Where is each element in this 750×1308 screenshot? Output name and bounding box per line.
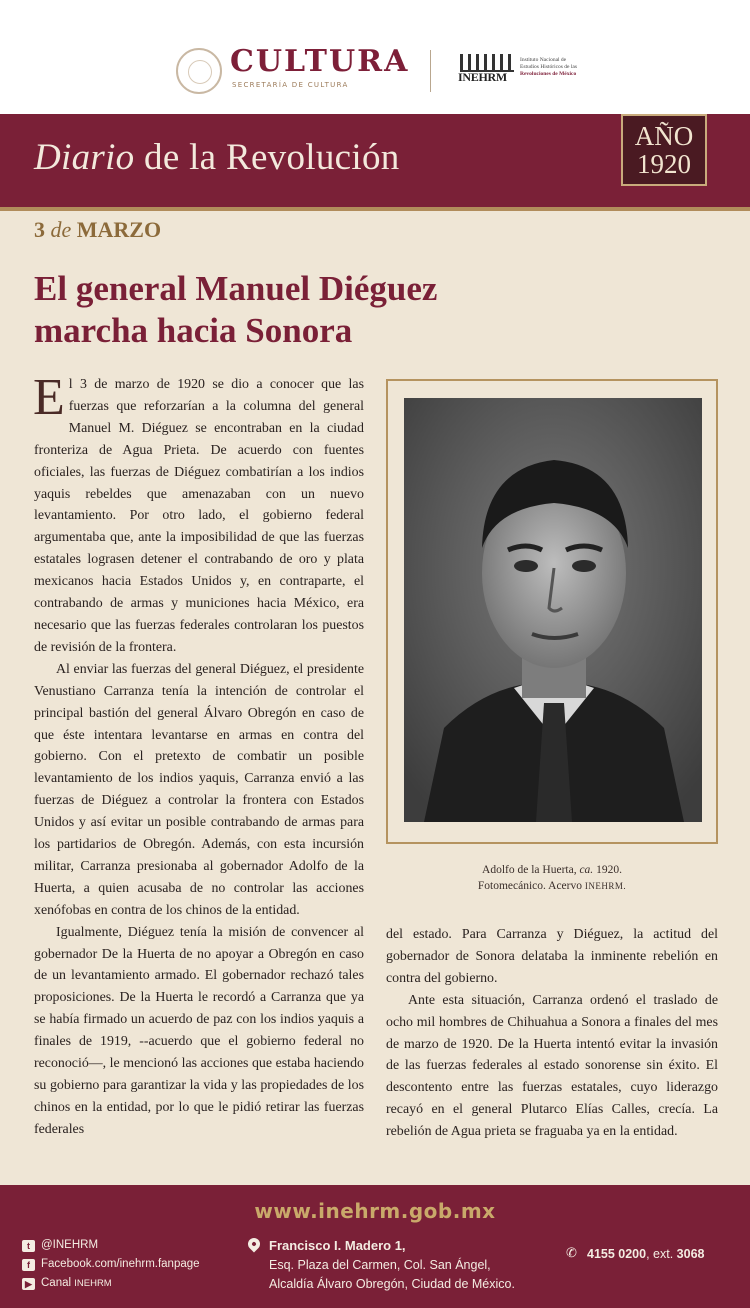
youtube-prefix: Canal: [41, 1277, 75, 1289]
phone-icon: ✆: [566, 1246, 577, 1261]
paragraph-4: Ante esta situación, Carranza ordenó el traslado de ocho mil hombres de Chihuahua a Sonora a finales del mes de marzo de 1920. De la Huerta intentó evitar la invasión de las fuerzas federales al estado sonorense sin éxito. El descontento entre las fuerzas estatales, cuyo liderazgo recayó en el general Plutarco Elías Calles, crecía. La rebelión de Agua prieta se fraguaba ya en la entidad.: [386, 992, 718, 1140]
youtube-link[interactable]: [22, 1274, 200, 1293]
portrait-illustration: [404, 398, 702, 822]
headline-line2: marcha hacia Sonora: [34, 311, 353, 350]
address-line3: Alcaldía Álvaro Obregón, Ciudad de México.: [269, 1277, 515, 1291]
inehrm-line2: Estudios Históricos de las: [520, 64, 577, 70]
caption-ca: ca.: [579, 864, 594, 876]
paragraph-3-continued: del estado. Para Carranza y Diéguez, la actitud del gobernador de Sonora delataba la inminente rebelión en contra del gobierno.: [386, 927, 718, 986]
paragraph-2: Al enviar las fuerzas del general Diéguez, el presidente Venustiano Carranza tenía la intención de controlar el principal bastión del general Álvaro Obregón en caso de que éste intentara levantarse en armas en contra del gobierno. Con el pretexto de combatir un posible levantamiento de los indios yaquis, Carranza envió a las fuerzas de Diéguez a controlar la frontera con Estados Unidos y así evitar un posible contrabando de armas para los partidarios de Obregón. Además, con esta incursión militar, Carranza presionaba al gobernador Adolfo de la Huerta, a quien acusaba de no controlar las acciones xenófobas en contra de los chinos de la entidad.: [34, 661, 364, 918]
paragraph-3: Igualmente, Diéguez tenía la misión de convencer al gobernador De la Huerta de no apoyar a Obregón en caso de un levantamiento armado. El gobernador rechazó tales proposiciones. De la Huerta le recordó a Carranza que ya se había firmado un acuerdo de paz con los indios yaquis a finales de 1919, --acuerdo que el gobierno federal no reconoció—, le mencionó las acciones que estaba haciendo su gobierno para garantizar la vida y las propiedades de los chinos en la entidad, por lo que le pidió retirar las fuerzas federales: [34, 924, 364, 1137]
inehrm-line1: Instituto Nacional de: [520, 57, 567, 63]
publication-title: [34, 136, 400, 179]
year-label: AÑO: [634, 121, 694, 151]
header-divider: [430, 50, 431, 92]
gold-divider: [0, 207, 750, 211]
title-rest: de la Revolución: [134, 137, 400, 178]
phone-number[interactable]: [587, 1247, 704, 1261]
caption-name: Adolfo de la Huerta,: [482, 864, 577, 876]
facebook-icon: f: [22, 1259, 35, 1271]
facebook-link[interactable]: [22, 1255, 200, 1274]
inehrm-logo-text: INEHRM: [458, 70, 507, 84]
caption-line2: [386, 878, 718, 894]
social-links: [22, 1236, 200, 1293]
inehrm-line3: Revoluciones de México: [520, 71, 577, 77]
photo-caption: [386, 862, 718, 894]
inehrm-logo: [458, 54, 516, 86]
phone-main: 4155 0200: [587, 1247, 647, 1261]
twitter-icon: t: [22, 1240, 35, 1252]
date-day: 3: [34, 217, 45, 242]
caption-line1: [386, 862, 718, 878]
twitter-link[interactable]: [22, 1236, 200, 1255]
twitter-handle: @INEHRM: [41, 1239, 99, 1251]
caption-year: 1920.: [593, 864, 622, 876]
youtube-icon: ▶: [22, 1278, 35, 1290]
article-column-right: [386, 924, 718, 1143]
facebook-url: Facebook.com/inehrm.fanpage: [41, 1258, 200, 1270]
title-italic: Diario: [34, 137, 135, 178]
year-badge: [621, 114, 707, 186]
inehrm-fullname: [520, 57, 600, 78]
cultura-logo: CULTURA: [230, 44, 410, 79]
headline-line1: El general Manuel Diéguez: [34, 269, 438, 308]
phone-ext: 3068: [676, 1247, 705, 1261]
article-column-left: [33, 369, 364, 1141]
caption-acervo: INEHRM.: [584, 881, 627, 891]
phone-ext-label: , ext.: [646, 1247, 677, 1261]
drop-cap: E: [33, 369, 65, 426]
address-block: [269, 1236, 515, 1294]
secretaria-label: SECRETARÍA DE CULTURA: [232, 81, 349, 89]
address-street: Francisco I. Madero 1,: [269, 1238, 406, 1253]
website-link[interactable]: www.inehrm.gob.mx: [254, 1199, 496, 1223]
headline: [34, 268, 594, 352]
youtube-name: INEHRM: [74, 1278, 112, 1289]
portrait-photo: [404, 398, 702, 822]
paragraph-1-text: l 3 de marzo de 1920 se dio a conocer que las fuerzas que reforzarían a la columna del general Manuel M. Diéguez se encontraban en la ciudad fronteriza de Agua Prieta. De acuerdo con fuentes oficiales, las fuerzas de Diéguez combatirían a los indios yaquis rebeldes que amenazaban con un nuevo levantamiento. Por otro lado, el gobierno federal argumentaba que, ante la imposibilidad de que las fuerzas estatales lograsen detener el contrabando de oro y plata mexicanos hacia Estados Unidos y, en contraparte, el contrabando de armas y municiones hacia México, era necesario que las fuerzas federales controlaran los puestos de revisión de la frontera.: [34, 377, 364, 655]
date-month: MARZO: [76, 217, 162, 242]
date-de: de: [50, 217, 72, 242]
caption-source: Fotomecánico. Acervo: [477, 880, 585, 892]
year-value: 1920: [637, 149, 691, 179]
paragraph-1: [33, 369, 364, 659]
address-line2: Esq. Plaza del Carmen, Col. San Ángel,: [269, 1258, 491, 1272]
article-date: [34, 217, 161, 243]
coat-of-arms-icon: [176, 48, 222, 94]
